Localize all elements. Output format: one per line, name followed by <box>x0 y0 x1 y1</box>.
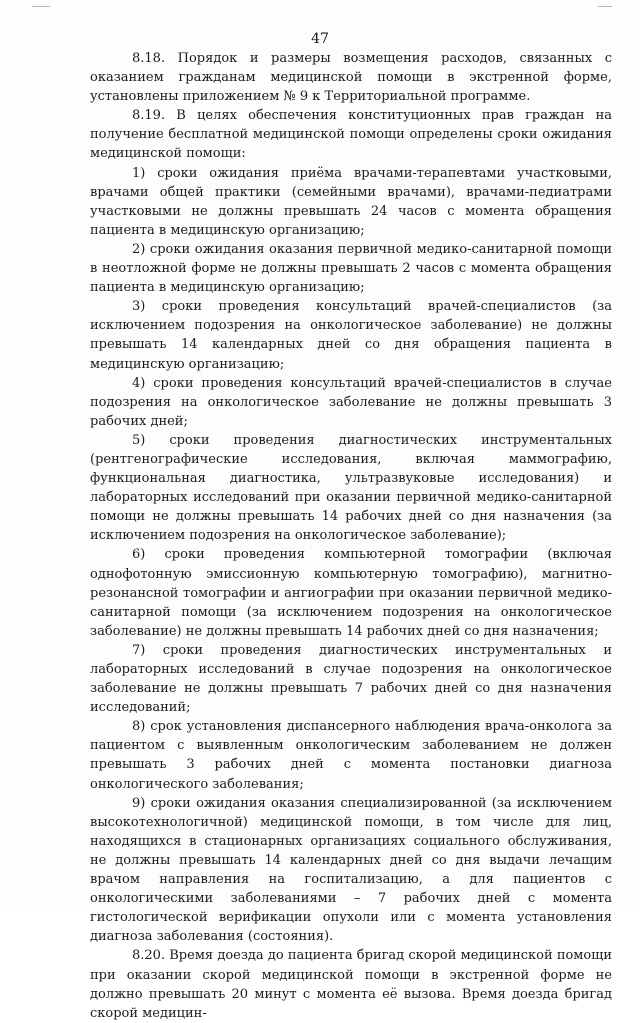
document-body <box>90 49 612 1023</box>
list-item-8: 8) срок установления диспансерного наблюдения врача-онколога за пациентом с выявленным онкологическим заболеванием не должен превышать 3 рабочих дней с момента постановки диагноза онкологического заболевания; <box>90 719 612 792</box>
page-number: 47 <box>311 31 329 47</box>
list-item-6: 6) сроки проведения компьютерной томографии (включая однофотонную эмиссионную компьютерную томографию), магнитно-резонансной томографии и ангиографии при оказании первичной медико-санитарной помощи (за исключением подозрения на онкологическое заболевание) не должны превышать 14 рабочих дней со дня назначения; <box>90 547 612 639</box>
list-item-9: 9) сроки ожидания оказания специализированной (за исключением высокотехнологичной) медицинской помощи, в том числе для лиц, находящихся в стационарных организациях социального обслуживания, не должны превышать 14 календарных дней со дня выдачи лечащим врачом направления на госпитализацию, а для пациентов с онкологическими заболеваниями – 7 рабочих дней с момента гистологической верификации опухоли или с момента установления диагноза заболевания (состояния). <box>90 795 612 945</box>
list-item-4: 4) сроки проведения консультаций врачей-специалистов в случае подозрения на онкологическое заболевание не должны превышать 3 рабочих дней; <box>90 375 612 429</box>
list-item-2: 2) сроки ожидания оказания первичной медико-санитарной помощи в неотложной форме не должны превышать 2 часов с момента обращения пациента в медицинскую организацию; <box>90 241 612 296</box>
list-item-3: 3) сроки проведения консультаций врачей-специалистов (за исключением подозрения на онкологическое заболевание) не должны превышать 14 календарных дней со дня обращения пациента в медицинскую организацию; <box>90 299 612 372</box>
scan-artifact <box>598 6 612 7</box>
paragraph-8-18: 8.18. Порядок и размеры возмещения расходов, связанных с оказанием гражданам медицинской помощи в экстренной форме, установлены приложением № 9 к Территориальной программе. <box>90 51 612 105</box>
list-item-7: 7) сроки проведения диагностических инструментальных и лабораторных исследований в случае подозрения на онкологическое заболевание не должны превышать 7 рабочих дней со дня назначения исследований; <box>90 642 612 716</box>
scan-artifact <box>32 6 50 7</box>
list-item-5: 5) сроки проведения диагностических инструментальных (рентгенографические исследования, включая маммографию, функциональная диагностика, ультразвуковые исследования) и лабораторных исследований при оказании первичной медико-санитарной помощи не должны превышать 14 рабочих дней со дня назначения (за исключением подозрения на онкологическое заболевание); <box>90 432 612 544</box>
list-item-1: 1) сроки ожидания приёма врачами-терапевтами участковыми, врачами общей практики (семейными врачами), врачами-педиатрами участковыми не должны превышать 24 часов с момента обращения пациента в медицинскую организацию; <box>90 165 612 238</box>
paragraph-8-20: 8.20. Время доезда до пациента бригад скорой медицинской помощи при оказании скорой медицинской помощи в экстренной форме не должно превышать 20 минут с момента её вызова. Время доезда бригад скорой медицин- <box>90 948 612 1021</box>
paragraph-8-19: 8.19. В целях обеспечения конституционных прав граждан на получение бесплатной медицинской помощи определены сроки ожидания медицинской помощи: <box>90 108 612 162</box>
